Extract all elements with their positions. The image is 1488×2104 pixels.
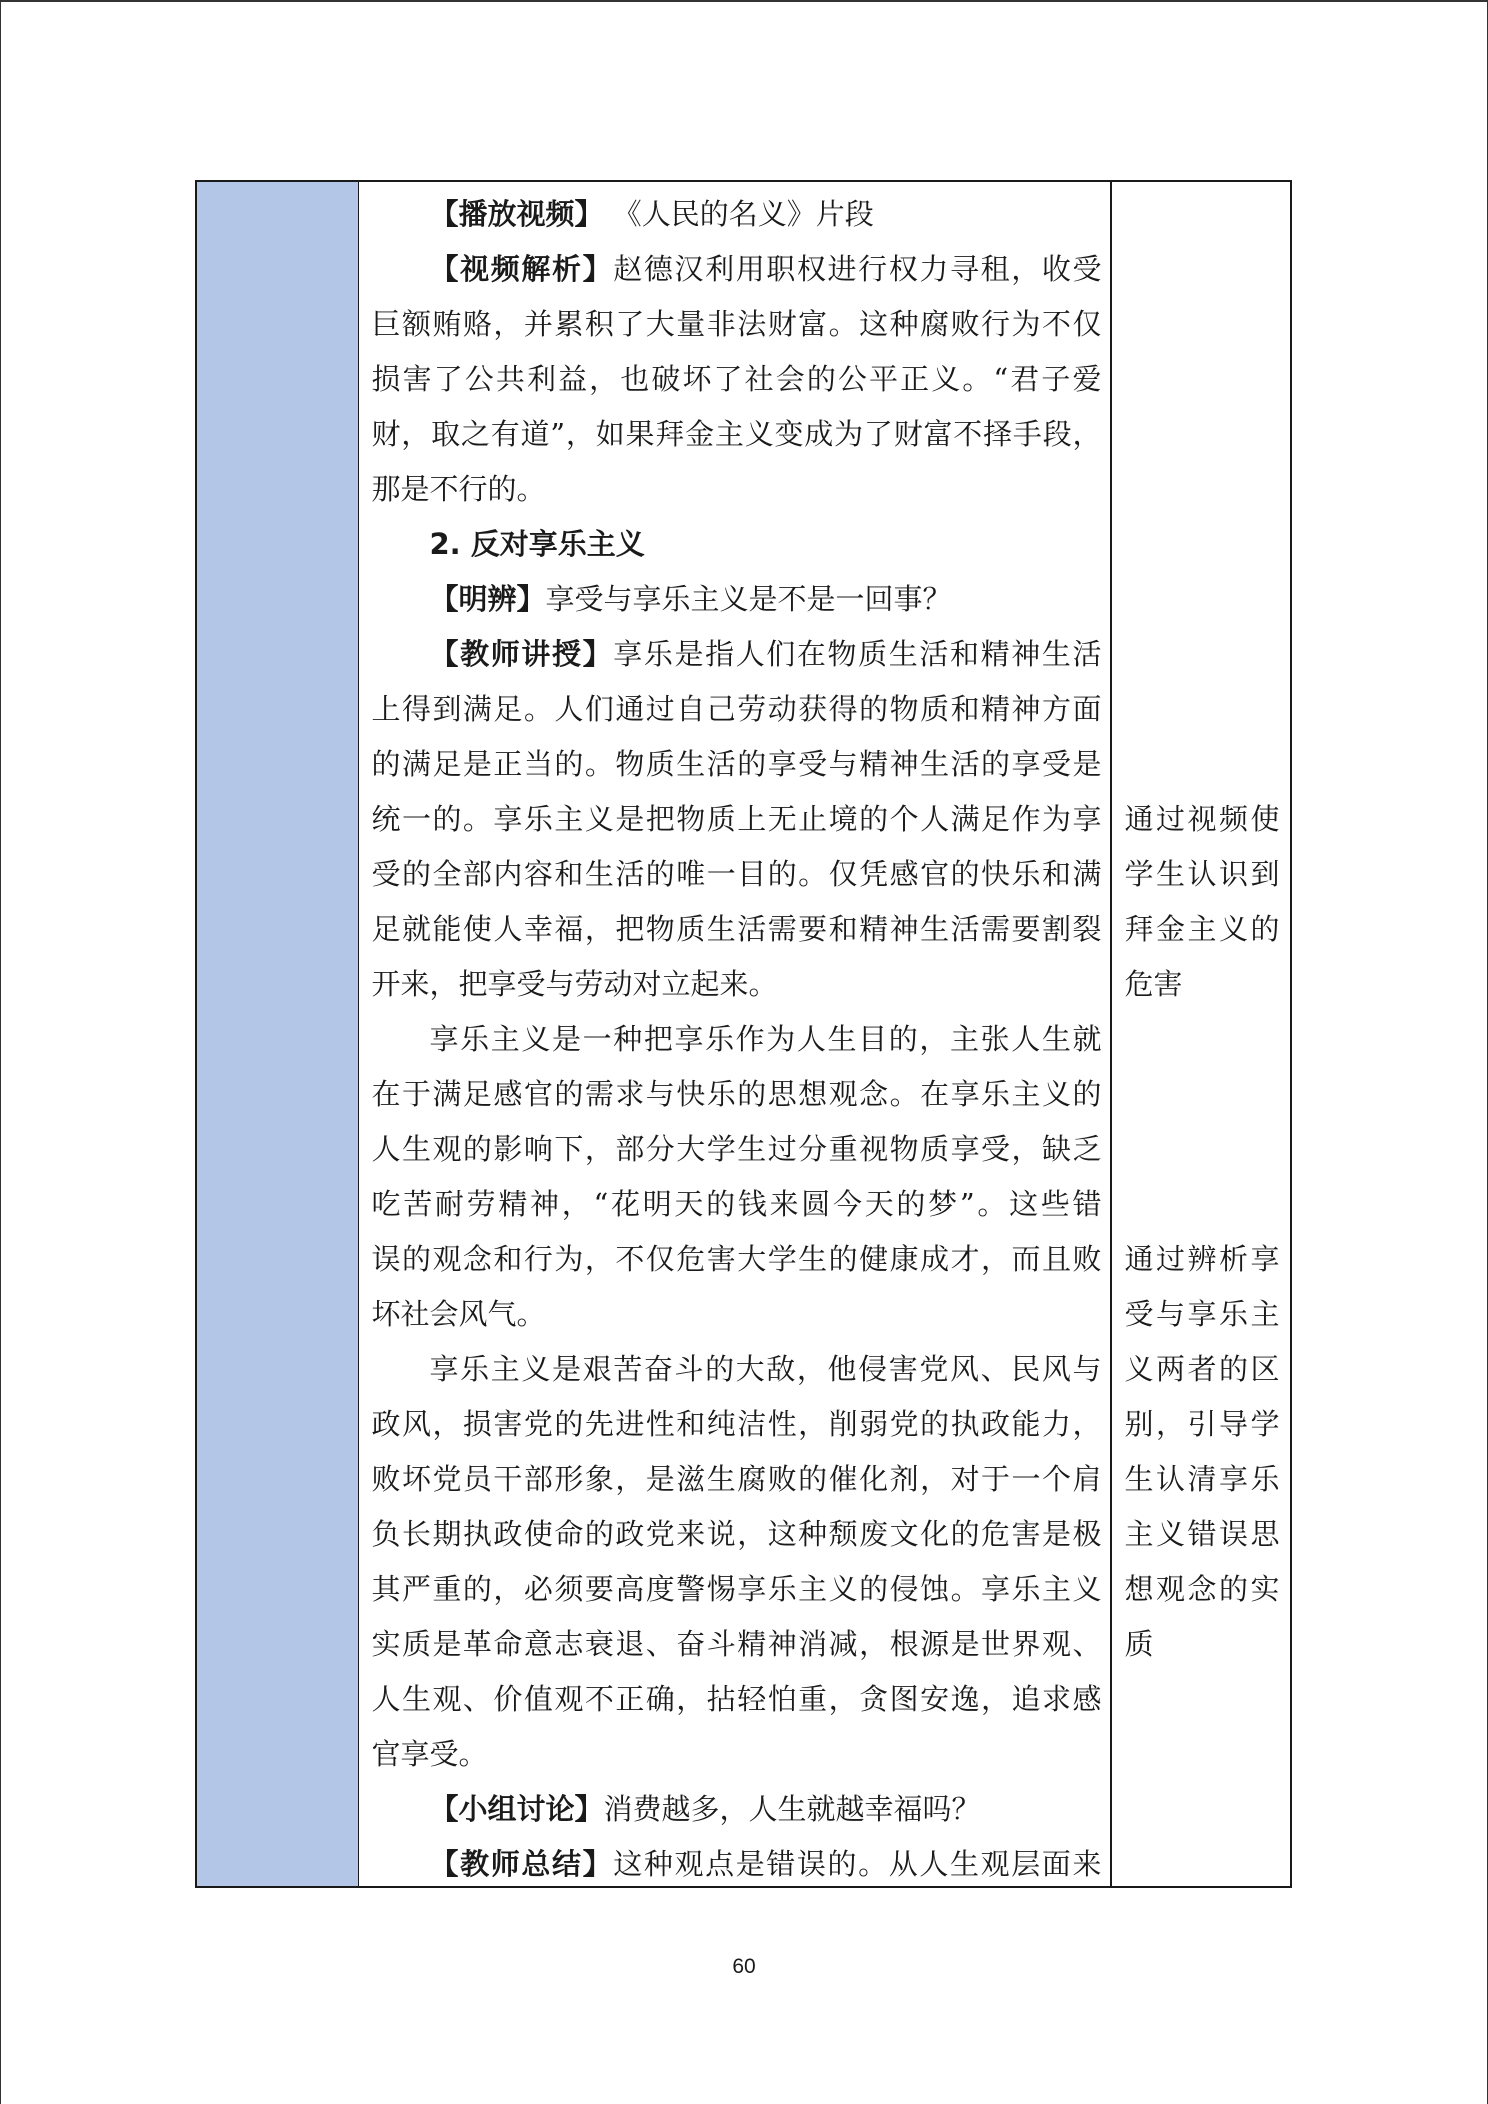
content-line: 上得到满足。人们通过自己劳动获得的物质和精神方面 xyxy=(371,691,1102,726)
page-number: 60 xyxy=(732,1955,756,1978)
bold-label: 【教师讲授】 xyxy=(429,636,614,671)
bold-label: 【明辨】 xyxy=(429,581,546,616)
content-line xyxy=(372,1837,1102,1892)
content-line: 吃苦耐劳精神，“花明天的钱来圆今天的梦”。这些错 xyxy=(371,1186,1102,1221)
content-line: 开来，把享受与劳动对立起来。 xyxy=(371,966,778,1001)
note-line: 义两者的区 xyxy=(1124,1351,1280,1386)
line-text: 这种观点是错误的。从人生观层面来 xyxy=(613,1846,1102,1881)
note-line: 拜金主义的 xyxy=(1124,911,1280,946)
content-line: 足就能使人幸福，把物质生活需要和精神生活需要割裂 xyxy=(371,911,1102,946)
heading-text: 2. 反对享乐主义 xyxy=(429,526,645,561)
content-line: 误的观念和行为，不仅危害大学生的健康成才，而且败 xyxy=(371,1241,1102,1276)
line-text: 享受与享乐主义是不是一回事？ xyxy=(545,581,952,616)
line-text: 享乐是指人们在物质生活和精神生活 xyxy=(613,636,1102,671)
note-line: 受与享乐主 xyxy=(1124,1296,1280,1331)
content-line: 官享受。 xyxy=(371,1736,488,1771)
note-line: 通过视频使 xyxy=(1124,801,1280,836)
note-line: 通过辨析享 xyxy=(1124,1241,1280,1276)
note-line: 想观念的实 xyxy=(1124,1571,1280,1606)
content-line xyxy=(372,242,1102,297)
content-line: 的满足是正当的。物质生活的享受与精神生活的享受是 xyxy=(371,746,1102,781)
content-line: 损害了公共利益，也破坏了社会的公平正义。“君子爱 xyxy=(371,361,1102,396)
content-line: 享乐主义是艰苦奋斗的大敌，他侵害党风、民风与 xyxy=(429,1351,1102,1386)
teaching-content-cell xyxy=(372,187,1102,1892)
content-line: 负长期执政使命的政党来说，这种颓废文化的危害是极 xyxy=(371,1516,1102,1551)
line-text: 消费越多，人生就越幸福吗？ xyxy=(603,1791,981,1826)
bold-label: 【视频解析】 xyxy=(429,251,614,286)
content-line: 在于满足感官的需求与快乐的思想观念。在享乐主义的 xyxy=(371,1076,1102,1111)
design-intent-note xyxy=(1125,792,1280,1012)
content-line xyxy=(372,187,1102,242)
content-line: 财，取之有道”，如果拜金主义变成为了财富不择手段， xyxy=(371,416,1102,451)
content-line: 政风，损害党的先进性和纯洁性，削弱党的执政能力， xyxy=(371,1406,1102,1441)
line-text: 赵德汉利用职权进行权力寻租，收受 xyxy=(613,251,1102,286)
content-line: 其严重的，必须要高度警惕享乐主义的侵蚀。享乐主义 xyxy=(371,1571,1102,1606)
note-line: 别，引导学 xyxy=(1124,1406,1280,1441)
note-line: 危害 xyxy=(1124,966,1183,1001)
bold-label: 【小组讨论】 xyxy=(429,1791,604,1826)
note-line: 质 xyxy=(1124,1626,1154,1661)
content-line: 人生观、价值观不正确，拈轻怕重，贪图安逸，追求感 xyxy=(371,1681,1102,1716)
column-divider xyxy=(358,182,360,1886)
content-line: 受的全部内容和生活的唯一目的。仅凭感官的快乐和满 xyxy=(371,856,1102,891)
content-line: 坏社会风气。 xyxy=(371,1296,546,1331)
content-line xyxy=(372,627,1102,682)
content-line: 统一的。享乐主义是把物质上无止境的个人满足作为享 xyxy=(371,801,1102,836)
section-heading xyxy=(372,517,1102,572)
content-line xyxy=(372,1782,1102,1837)
design-intent-note xyxy=(1125,1232,1280,1672)
note-line: 学生认识到 xyxy=(1124,856,1280,891)
content-line: 人生观的影响下，部分大学生过分重视物质享受，缺乏 xyxy=(371,1131,1102,1166)
content-line xyxy=(372,572,1102,627)
bold-label: 【教师总结】 xyxy=(429,1846,614,1881)
content-line: 享乐主义是一种把享乐作为人生目的，主张人生就 xyxy=(429,1021,1102,1056)
column-divider xyxy=(1110,182,1112,1886)
line-text: 《人民的名义》片段 xyxy=(603,196,874,231)
note-line: 主义错误思 xyxy=(1124,1516,1280,1551)
content-line: 实质是革命意志衰退、奋斗精神消减，根源是世界观、 xyxy=(371,1626,1102,1661)
content-line: 那是不行的。 xyxy=(371,471,546,506)
content-line: 败坏党员干部形象，是滋生腐败的催化剂，对于一个肩 xyxy=(371,1461,1102,1496)
lesson-plan-table xyxy=(195,180,1292,1888)
note-line: 生认清享乐 xyxy=(1124,1461,1280,1496)
section-column-cell xyxy=(197,182,358,1886)
bold-label: 【播放视频】 xyxy=(429,196,604,231)
content-line: 巨额贿赂，并累积了大量非法财富。这种腐败行为不仅 xyxy=(371,306,1102,341)
